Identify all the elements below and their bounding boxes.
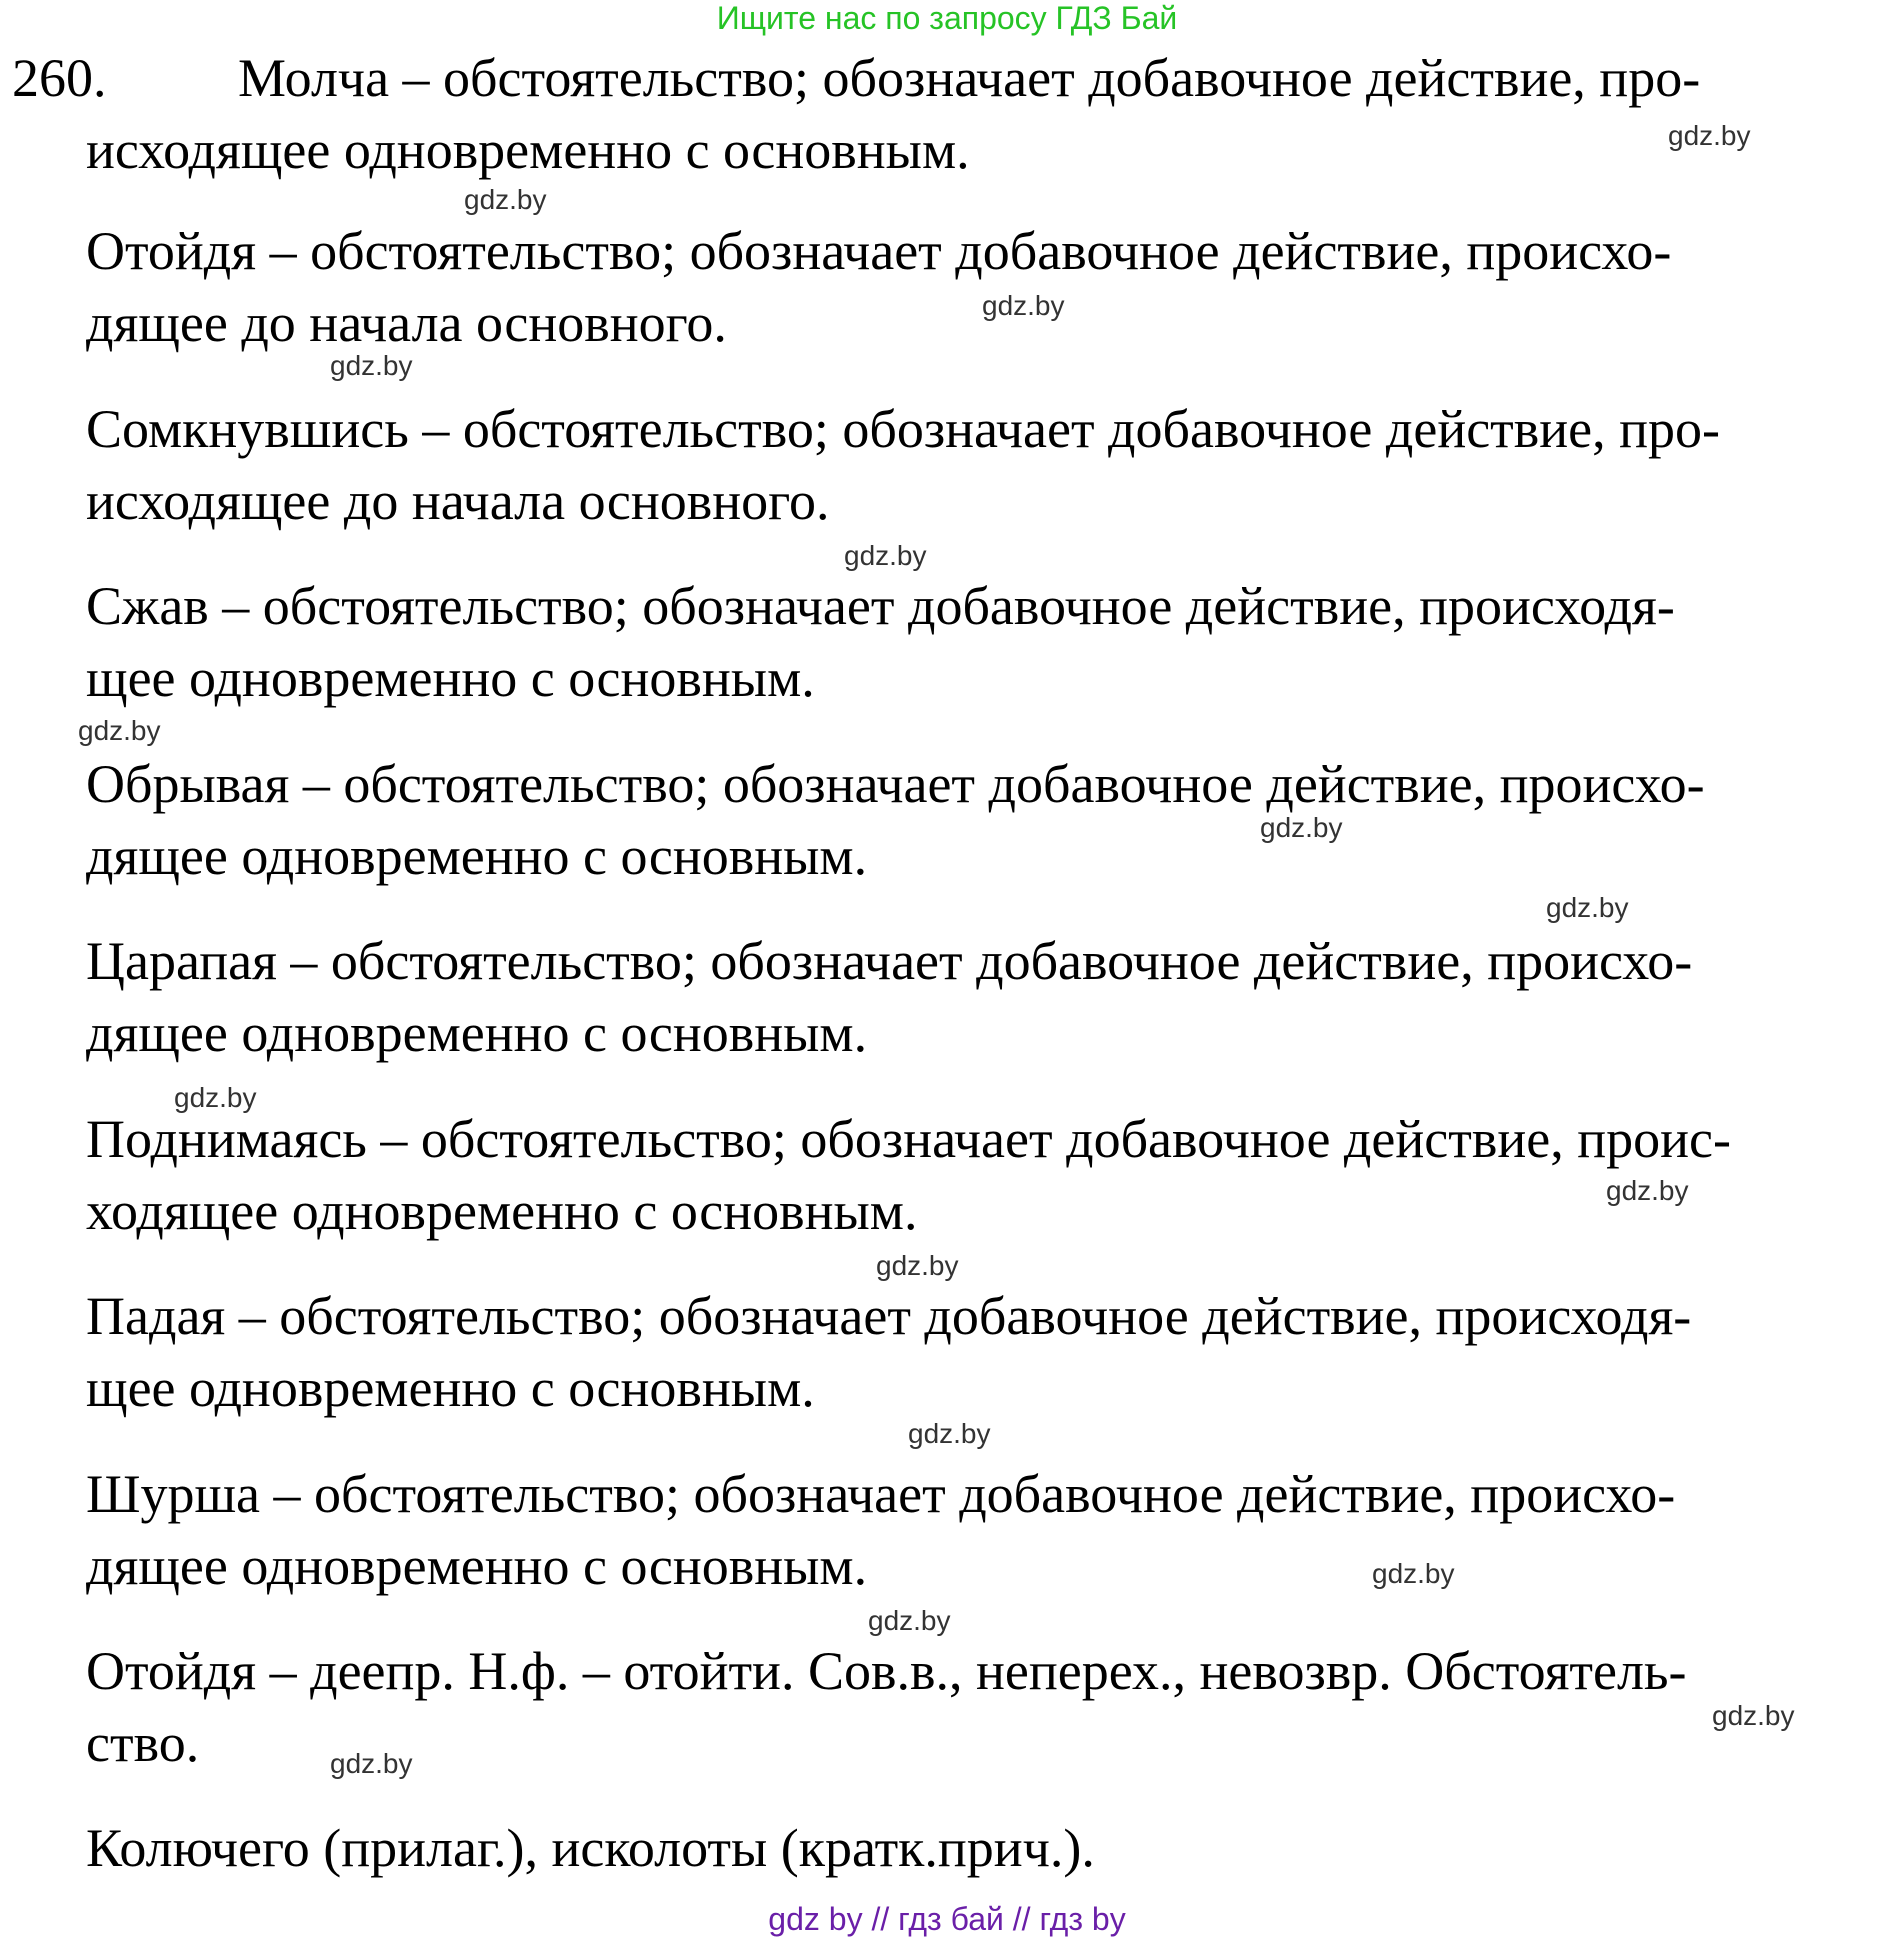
paragraph-line: дящее одновременно с основным. [86, 826, 868, 886]
paragraph-line: дящее одновременно с основным. [86, 1536, 868, 1596]
paragraph-line: Царапая – обстоятельство; обозначает добавочное действие, происхо- [86, 931, 1693, 991]
watermark: gdz.by [330, 350, 413, 381]
watermark: gdz.by [844, 540, 927, 571]
paragraph-line: ходящее одновременно с основным. [86, 1181, 918, 1241]
answer-paragraph-10 [86, 1635, 1687, 1779]
watermark: gdz.by [464, 184, 547, 215]
paragraph-line: исходящее одновременно с основным. [86, 120, 970, 180]
paragraph-line: Отойдя – деепр. Н.ф. – отойти. Сов.в., неперех., невозвр. Обстоятель- [86, 1641, 1687, 1701]
answer-paragraph-2 [86, 215, 1671, 359]
answer-paragraph-6 [86, 925, 1692, 1069]
watermark: gdz.by [78, 715, 161, 746]
paragraph-line: Отойдя – обстоятельство; обозначает добавочное действие, происхо- [86, 221, 1672, 281]
watermark: gdz.by [1546, 892, 1629, 923]
paragraph-line: Шурша – обстоятельство; обозначает добавочное действие, происхо- [86, 1464, 1676, 1524]
answer-paragraph-7 [86, 1103, 1731, 1247]
watermark: gdz.by [876, 1250, 959, 1281]
watermark: gdz.by [330, 1748, 413, 1779]
paragraph-line: ство. [86, 1713, 200, 1773]
answer-paragraph-3 [86, 393, 1720, 537]
paragraph-line: Сжав – обстоятельство; обозначает добавочное действие, происходя- [86, 576, 1675, 636]
answer-paragraph-4 [86, 570, 1675, 714]
answer-paragraph-1 [86, 42, 1700, 186]
watermark: gdz.by [868, 1605, 951, 1636]
search-banner: Ищите нас по запросу ГДЗ Бай [716, 0, 1178, 36]
paragraph-line: Колючего (прилаг.), исколоты (кратк.прич.). [86, 1818, 1095, 1878]
task-number: 260. [12, 48, 107, 108]
answer-paragraph-11 [86, 1812, 1095, 1884]
paragraph-line: Падая – обстоятельство; обозначает добавочное действие, происходя- [86, 1286, 1692, 1346]
watermark: gdz.by [1712, 1700, 1795, 1731]
paragraph-line: исходящее до начала основного. [86, 471, 830, 531]
watermark: gdz.by [1260, 812, 1343, 843]
watermark: gdz.by [1606, 1175, 1689, 1206]
watermark: gdz.by [174, 1082, 257, 1113]
answer-paragraph-8 [86, 1280, 1691, 1424]
watermark: gdz.by [1668, 120, 1751, 151]
watermark: gdz.by [1372, 1558, 1455, 1589]
paragraph-line: Обрывая – обстоятельство; обозначает добавочное действие, происхо- [86, 754, 1705, 814]
paragraph-line: щее одновременно с основным. [86, 1358, 815, 1418]
paragraph-line: щее одновременно с основным. [86, 648, 815, 708]
watermark: gdz.by [908, 1418, 991, 1449]
paragraph-line: Поднимаясь – обстоятельство; обозначает добавочное действие, проис- [86, 1109, 1731, 1169]
answer-paragraph-5 [86, 748, 1705, 892]
footer-links: gdz by // гдз бай // гдз by [768, 1901, 1126, 1937]
paragraph-line: Сомкнувшись – обстоятельство; обозначает добавочное действие, про- [86, 399, 1721, 459]
paragraph-line: дящее одновременно с основным. [86, 1003, 868, 1063]
paragraph-line: дящее до начала основного. [86, 293, 727, 353]
paragraph-line: Молча – обстоятельство; обозначает добавочное действие, про- [238, 48, 1701, 108]
watermark: gdz.by [982, 290, 1065, 321]
